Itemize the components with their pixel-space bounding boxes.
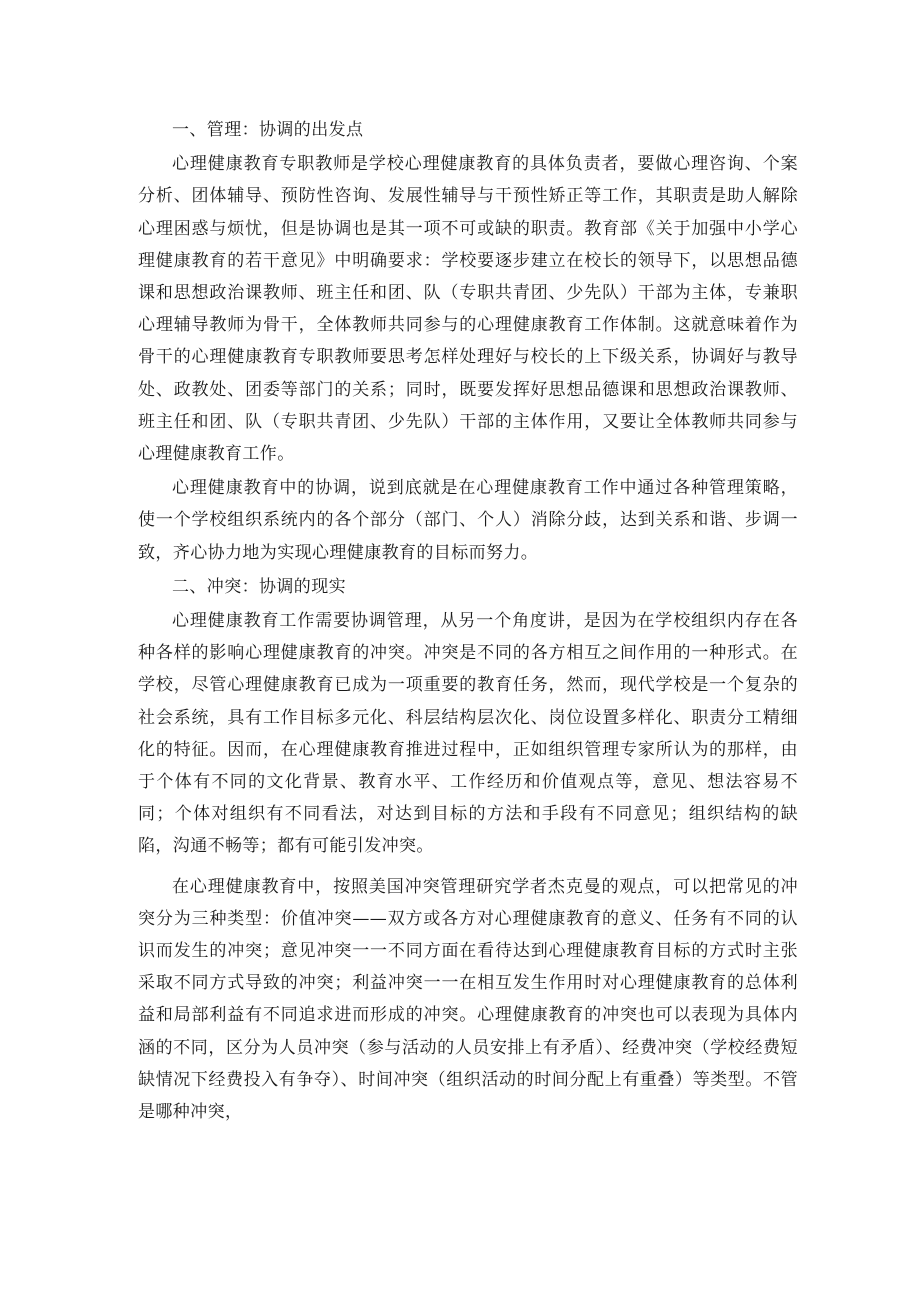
section-heading-conflict: 二、冲突：协调的现实 [172,576,346,597]
section-heading-management: 一、管理：协调的出发点 [172,120,364,140]
paragraph: 心理健康教育专职教师是学校心理健康教育的具体负责者，要做心理咨询、个案分析、团体辅导、预防性咨询、发展性辅导与干预性矫正等工作，其职责是助人解除心理困惑与烦忧，但是协调也是其一项不可或缺的职责。教育部《关于加强中小学心理健康教育的若干意见》中明确要求：学校要逐步建立在校长的领导下，以思想品德课和思想政治课教师、班主任和团、队（专职共青团、少先队）干部为主体，专兼职心理辅导教师为骨干，全体教师共同参与的心理健康教育工作体制。这就意味着作为骨干的心理健康教育专职教师要思考怎样处理好与校长的上下级关系，协调好与教导处、政教处、团委等部门的关系；同时，既要发挥好思想品德课和思想政治课教师、班主任和团、队（专职共青团、少先队）干部的主体作用，又要让全体教师共同参与心理健康教育工作。 [138,154,798,465]
document-body [138,114,798,1128]
paragraph: 心理健康教育工作需要协调管理，从另一个角度讲，是因为在学校组织内存在各种各样的影响心理健康教育的冲突。冲突是不同的各方相互之间作用的一种形式。在学校，尽管心理健康教育已成为一项重要的教育任务，然而，现代学校是一个复杂的社会系统，具有工作目标多元化、科层结构层次化、岗位设置多样化、职责分工精细化的特征。因而，在心理健康教育推进过程中，正如组织管理专家所认为的那样，由于个体有不同的文化背景、教育水平、工作经历和价值观点等，意见、想法容易不同；个体对组织有不同看法，对达到目标的方法和手段有不同意见；组织结构的缺陷，沟通不畅等；都有可能引发冲突。 [138,611,798,857]
paragraph: 在心理健康教育中，按照美国冲突管理研究学者杰克曼的观点，可以把常见的冲突分为三种类型：价值冲突——双方或各方对心理健康教育的意义、任务有不同的认识而发生的冲突；意见冲突一一不同方面在看待达到心理健康教育目标的方式时主张采取不同方式导致的冲突；利益冲突一一在相互发生作用时对心理健康教育的总体利益和局部利益有不同追求进而形成的冲突。心理健康教育的冲突也可以表现为具体内涵的不同，区分为人员冲突（参与活动的人员安排上有矛盾）、经费冲突（学校经费短缺情况下经费投入有争夺）、时间冲突（组织活动的时间分配上有重叠）等类型。不管是哪种冲突， [138,876,798,1123]
paragraph: 心理健康教育中的协调，说到底就是在心理健康教育工作中通过各种管理策略，使一个学校组织系统内的各个部分（部门、个人）消除分歧，达到关系和谐、步调一致，齐心协力地为实现心理健康教育的目标而努力。 [138,478,798,563]
